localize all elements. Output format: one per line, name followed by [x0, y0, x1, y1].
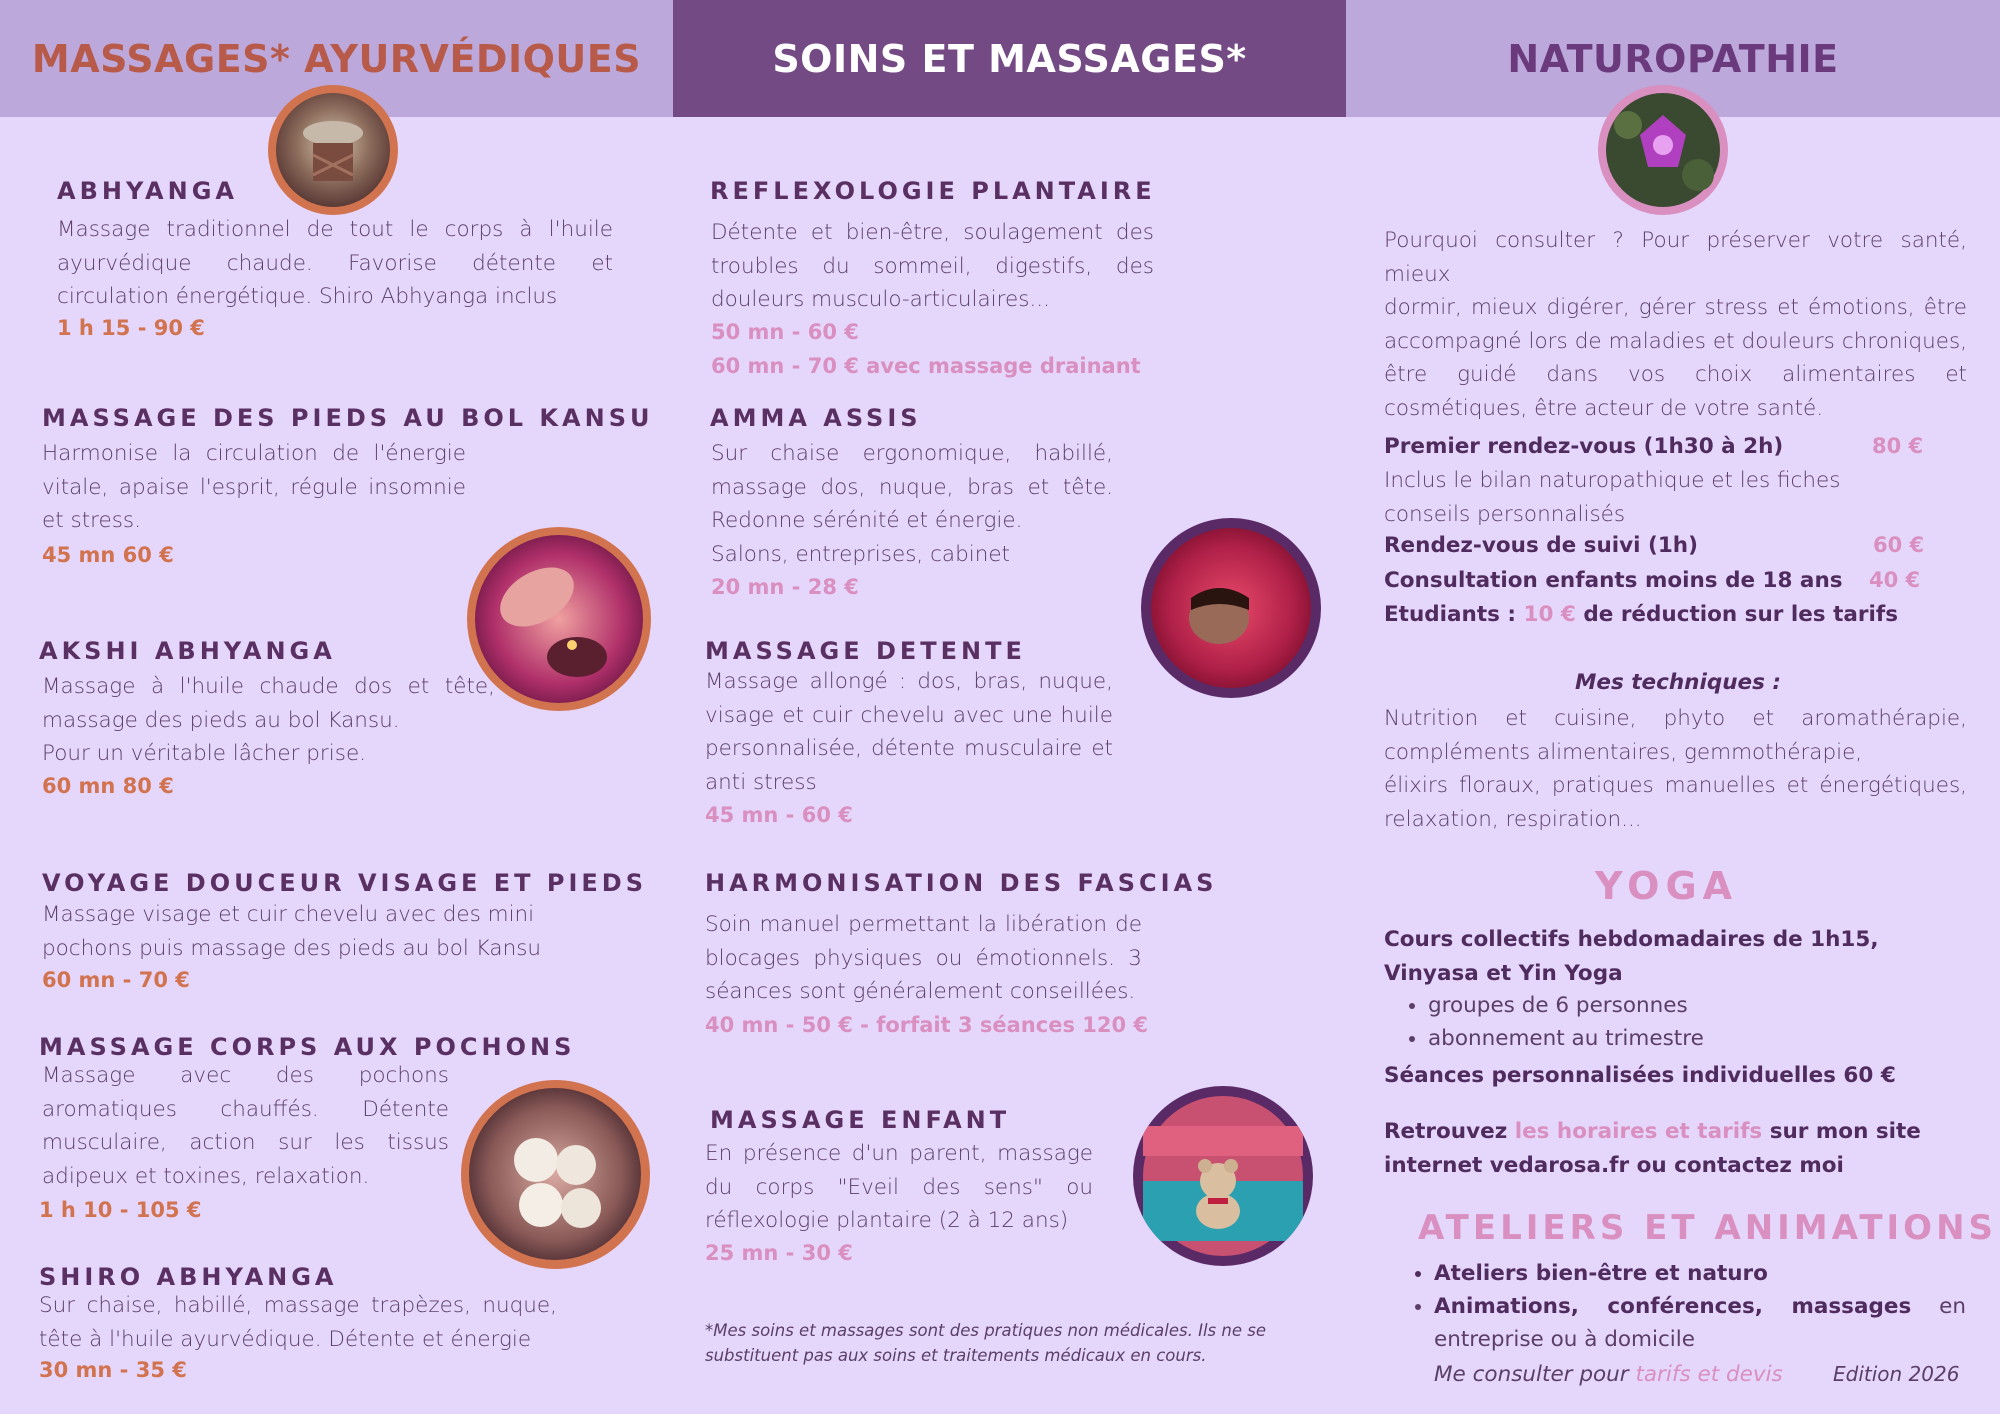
voyage-description: Massage visage et cuir chevelu avec des mini pochons puis massage des pieds au bol Kansu	[42, 902, 542, 961]
consulter-text: Me consulter pour tarifs et devis	[1434, 1362, 1783, 1387]
amma-title: AMMA ASSIS	[710, 404, 922, 432]
etudiants-reduction: Etudiants : 10 € de réduction sur les tarifs	[1384, 602, 1898, 627]
akshi-description: Massage à l'huile chaude dos et tête, massage des pieds au bol Kansu. Pour un véritable lâcher prise.	[42, 674, 495, 766]
premier-rdv-details: Inclus le bilan naturopathique et les fiches conseils personnalisés	[1384, 468, 1841, 527]
header-ayurvedic: MASSAGES* AYURVÉDIQUES	[0, 0, 673, 117]
abhyanga-description: Massage traditionnel de tout le corps à l'huile ayurvédique chaude. Favorise détente et circulation énergétique. Shiro Abhyanga inclus	[57, 217, 613, 309]
ateliers-title: ATELIERS ET ANIMATIONS	[1418, 1208, 1998, 1248]
horaires-tarifs-link[interactable]: les horaires et tarifs	[1514, 1119, 1763, 1144]
bowl-photo	[268, 85, 398, 215]
premier-rdv-price: 80 €	[1872, 434, 1924, 458]
voyage-price: 60 mn - 70 €	[42, 968, 190, 992]
detente-description: Massage allongé : dos, bras, nuque, visage et cuir chevelu avec une huile personnalisée, détente musculaire et anti stress	[705, 669, 1113, 795]
ateliers-bullets	[1406, 1257, 1966, 1356]
naturopathie-intro: Pourquoi consulter ? Pour préserver votre santé, mieux dormir, mieux digérer, gérer stress et émotions, être accompagné lors de maladies et douleurs chroniques, être guidé dans vos choix alimentaires et cosmétiques, être acteur de votre santé.	[1384, 228, 1967, 421]
voyage-title: VOYAGE DOUCEUR VISAGE ET PIEDS	[42, 869, 648, 897]
fascias-price: 40 mn - 50 € - forfait 3 séances 120 €	[705, 1013, 1149, 1037]
pieds-price: 45 mn 60 €	[42, 543, 174, 567]
pochons-photo	[461, 1080, 650, 1269]
disclaimer-note: *Mes soins et massages sont des pratiques non médicales. Ils ne se substituent pas aux soins et traitements médicaux en cours.	[705, 1321, 1266, 1365]
tarifs-devis-link[interactable]: tarifs et devis	[1635, 1362, 1783, 1387]
pieds-description: Harmonise la circulation de l'énergie vitale, apaise l'esprit, régule insomnie et stress.	[42, 441, 466, 533]
reflexo-price-1: 50 mn - 60 €	[711, 320, 859, 344]
flower-photo	[1598, 85, 1728, 215]
enfant-price: 25 mn - 30 €	[705, 1241, 853, 1265]
suivi-rdv-label: Rendez-vous de suivi (1h)	[1384, 533, 1698, 558]
reflexo-price-2: 60 mn - 70 € avec massage drainant	[711, 354, 1141, 378]
pochons-title: MASSAGE CORPS AUX POCHONS	[39, 1033, 576, 1061]
abhyanga-price: 1 h 15 - 90 €	[57, 316, 205, 340]
pieds-title: MASSAGE DES PIEDS AU BOL KANSU	[42, 404, 654, 432]
header-soins-massages: SOINS ET MASSAGES*	[673, 0, 1346, 117]
list-item: • Ateliers bien-être et naturo	[1434, 1257, 1966, 1290]
reflexo-title: REFLEXOLOGIE PLANTAIRE	[710, 177, 1156, 205]
yoga-personnalise: Séances personnalisées individuelles 60 €	[1384, 1063, 1896, 1088]
amma-description: Sur chaise ergonomique, habillé, massage dos, nuque, bras et tête. Redonne sérénité et énergie. Salons, entreprises, cabinet	[711, 441, 1113, 567]
yoga-bullets	[1400, 989, 1704, 1055]
techniques-list: Nutrition et cuisine, phyto et aromathérapie, compléments alimentaires, gemmothérapie, élixirs floraux, pratiques manuelles et énergétiques, relaxation, respiration...	[1384, 706, 1967, 832]
enfant-title: MASSAGE ENFANT	[710, 1106, 1011, 1134]
yoga-description: Cours collectifs hebdomadaires de 1h15, Vinyasa et Yin Yoga	[1384, 927, 1879, 986]
pochons-price: 1 h 10 - 105 €	[39, 1198, 202, 1222]
akshi-title: AKSHI ABHYANGA	[39, 637, 336, 665]
massage-detente-photo	[1141, 518, 1321, 698]
edition-label: Edition 2026	[1833, 1362, 1960, 1386]
abhyanga-title: ABHYANGA	[57, 177, 238, 205]
shiro-description: Sur chaise, habillé, massage trapèzes, nuque, tête à l'huile ayurvédique. Détente et énergie	[39, 1293, 557, 1352]
enfant-description: En présence d'un parent, massage du corps "Eveil des sens" ou réflexologie plantaire (2 à 12 ans)	[705, 1141, 1093, 1233]
suivi-rdv-price: 60 €	[1873, 533, 1925, 557]
list-item: • Animations, conférences, massages en entreprise ou à domicile	[1434, 1290, 1966, 1356]
shiro-price: 30 mn - 35 €	[39, 1358, 187, 1382]
reflexo-description: Détente et bien-être, soulagement des troubles du sommeil, digestifs, des douleurs musculo-articulaires...	[711, 220, 1154, 312]
header-naturopathie: NATUROPATHIE	[1346, 0, 2000, 117]
enfants-consultation-price: 40 €	[1869, 568, 1921, 592]
premier-rdv-label: Premier rendez-vous (1h30 à 2h)	[1384, 434, 1784, 459]
list-item: • groupes de 6 personnes	[1428, 989, 1704, 1022]
akshi-price: 60 mn 80 €	[42, 774, 174, 798]
fascias-description: Soin manuel permettant la libération de blocages physiques ou émotionnels. 3 séances sont généralement conseillées.	[705, 912, 1142, 1004]
pochons-description: Massage avec des pochons aromatiques chauffés. Détente musculaire, action sur les tissus adipeux et toxines, relaxation.	[42, 1063, 449, 1189]
detente-title: MASSAGE DETENTE	[705, 637, 1026, 665]
retrouvez-text: Retrouvez les horaires et tarifs sur mon site internet vedarosa.fr ou contactez moi	[1384, 1119, 1921, 1178]
enfants-consultation-label: Consultation enfants moins de 18 ans	[1384, 568, 1843, 593]
yoga-title: YOGA	[1595, 864, 1739, 908]
techniques-title: Mes techniques :	[1575, 670, 1782, 695]
detente-price: 45 mn - 60 €	[705, 803, 853, 827]
shiro-title: SHIRO ABHYANGA	[39, 1263, 338, 1291]
fascias-title: HARMONISATION DES FASCIAS	[705, 869, 1218, 897]
teddy-bear-photo	[1133, 1086, 1313, 1266]
list-item: • abonnement au trimestre	[1428, 1022, 1704, 1055]
amma-price: 20 mn - 28 €	[711, 575, 859, 599]
